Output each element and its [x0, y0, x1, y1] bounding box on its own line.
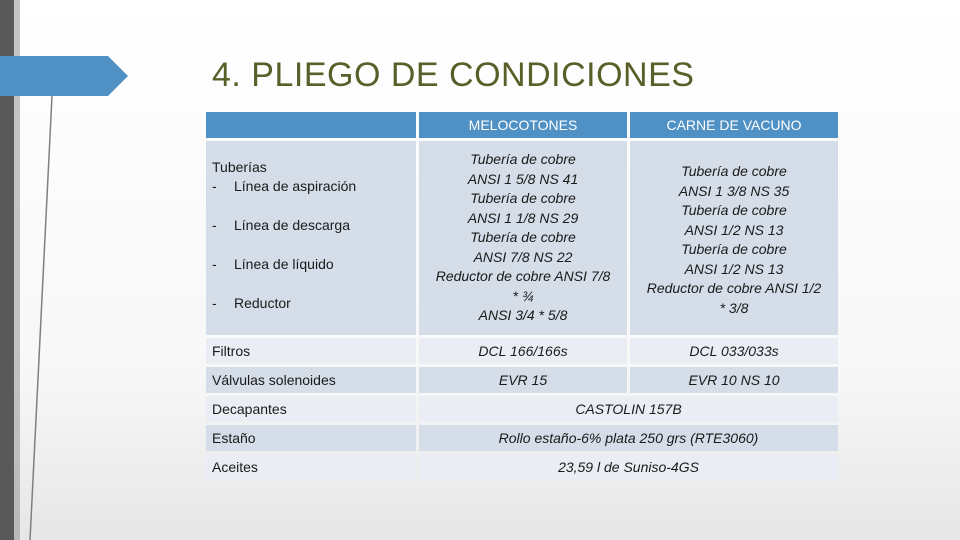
- table-row-estano: [206, 425, 838, 451]
- title-tab-arrow: [0, 56, 128, 96]
- tuberias-melocotones-cell: Tubería de cobre ANSI 1 5/8 NS 41 Tubería de cobre ANSI 1 1/8 NS 29 Tubería de cobre ANSI 7/8 NS 22 Reductor de cobre ANSI 7/8 * ¾ ANSI 3/4 * 5/8: [419, 141, 627, 335]
- aceites-value: 23,59 l de Suniso-4GS: [419, 454, 838, 480]
- row-label: Válvulas solenoides: [206, 367, 416, 393]
- table-row-aceites: [206, 454, 838, 480]
- filtros-melocotones: DCL 166/166s: [419, 338, 627, 364]
- row-label: Filtros: [206, 338, 416, 364]
- header-carne-de-vacuno: CARNE DE VACUNO: [630, 112, 838, 138]
- tuberias-heading: Tuberías: [212, 158, 267, 175]
- header-melocotones: MELOCOTONES: [419, 112, 627, 138]
- tuberias-carne-cell: Tubería de cobre ANSI 1 3/8 NS 35 Tubería de cobre ANSI 1/2 NS 13 Tubería de cobre ANSI 1/2 NS 13 Reductor de cobre ANSI 1/2 * 3/8: [630, 141, 838, 335]
- table-row-valvulas: [206, 367, 838, 393]
- tuberias-item: - Línea de descarga: [212, 217, 350, 233]
- table-row-decapantes: [206, 396, 838, 422]
- tuberias-item: - Línea de líquido: [212, 256, 334, 272]
- tuberias-label-cell: [206, 141, 416, 335]
- table-row-tuberias: [206, 141, 838, 335]
- page-title: 4. PLIEGO DE CONDICIONES: [212, 56, 695, 94]
- table-header-row: [206, 112, 838, 138]
- header-empty-cell: [206, 112, 416, 138]
- valvulas-carne: EVR 10 NS 10: [630, 367, 838, 393]
- valvulas-melocotones: EVR 15: [419, 367, 627, 393]
- row-label: Aceites: [206, 454, 416, 480]
- decapantes-value: CASTOLIN 157B: [419, 396, 838, 422]
- row-label: Decapantes: [206, 396, 416, 422]
- filtros-carne: DCL 033/033s: [630, 338, 838, 364]
- specifications-table: [203, 109, 841, 483]
- tuberias-item: - Línea de aspiración: [212, 178, 357, 194]
- tuberias-item: - Reductor: [212, 295, 291, 311]
- estano-value: Rollo estaño-6% plata 250 grs (RTE3060): [419, 425, 838, 451]
- row-label: Estaño: [206, 425, 416, 451]
- table-row-filtros: [206, 338, 838, 364]
